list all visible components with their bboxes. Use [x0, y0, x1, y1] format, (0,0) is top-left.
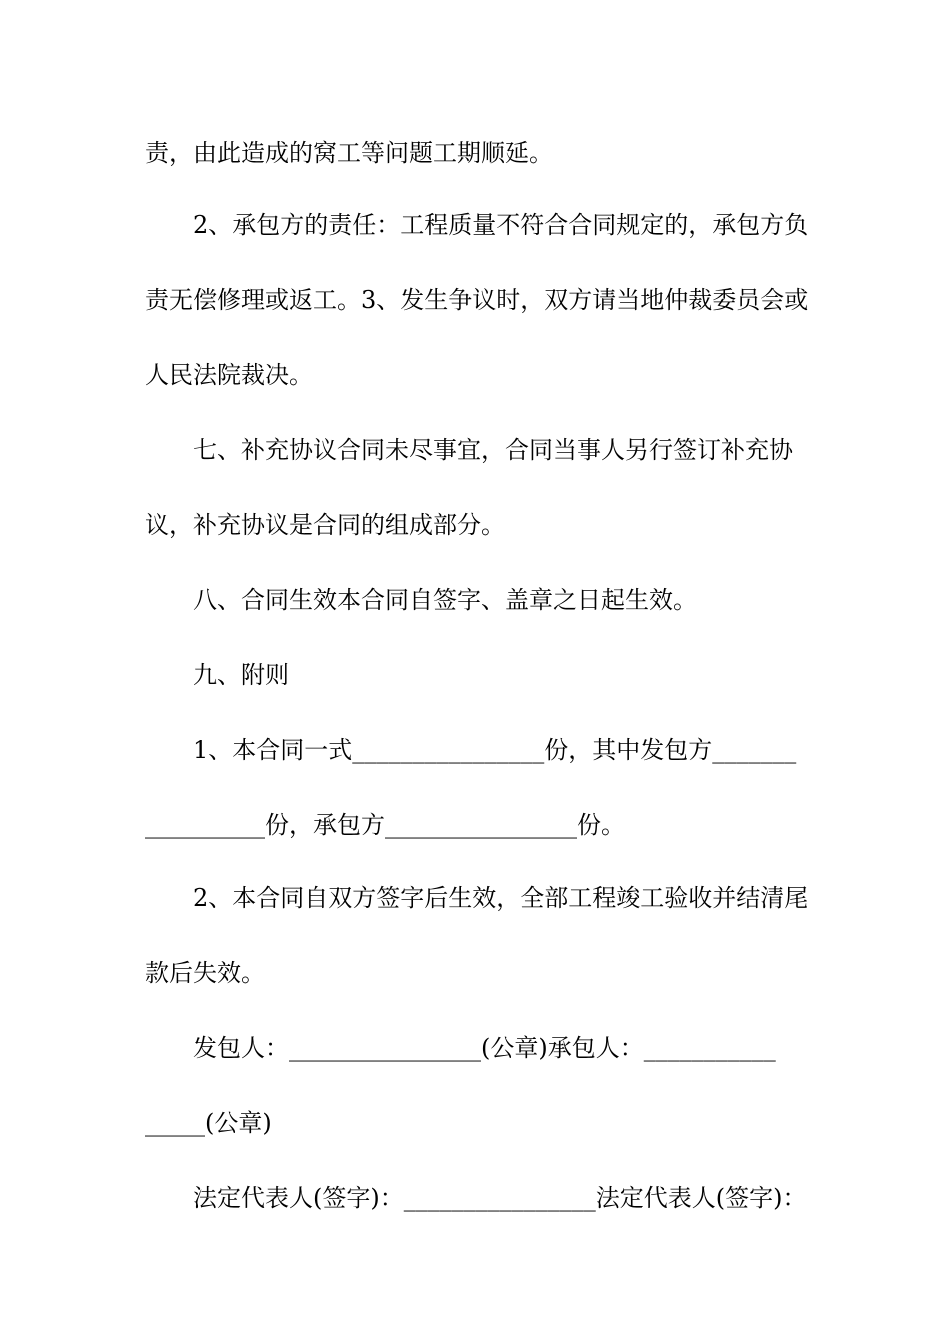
paragraph-line: __________份，承包方________________份。 — [145, 811, 625, 839]
signature-line: _____(公章) — [145, 1109, 272, 1137]
paragraph-line: 责无偿修理或返工。3、发生争议时，双方请当地仲裁委员会或 — [145, 286, 809, 314]
signature-line: 法定代表人(签字)：________________法定代表人(签字)： — [193, 1184, 807, 1212]
paragraph-line: 2、承包方的责任：工程质量不符合合同规定的，承包方负 — [193, 211, 809, 239]
paragraph-line: 人民法院裁决。 — [145, 361, 313, 389]
paragraph-line: 责，由此造成的窝工等问题工期顺延。 — [145, 139, 553, 167]
paragraph-line: 议，补充协议是合同的组成部分。 — [145, 511, 505, 539]
paragraph-line: 款后失效。 — [145, 959, 265, 987]
paragraph-line: 七、补充协议合同未尽事宜，合同当事人另行签订补充协 — [193, 436, 793, 464]
section-heading: 九、附则 — [193, 661, 289, 689]
paragraph-line: 八、合同生效本合同自签字、盖章之日起生效。 — [193, 586, 697, 614]
paragraph-line: 1、本合同一式________________份，其中发包方_______ — [193, 736, 797, 764]
signature-line: 发包人：________________(公章)承包人：___________ — [193, 1034, 776, 1062]
paragraph-line: 2、本合同自双方签字后生效，全部工程竣工验收并结清尾 — [193, 884, 809, 912]
